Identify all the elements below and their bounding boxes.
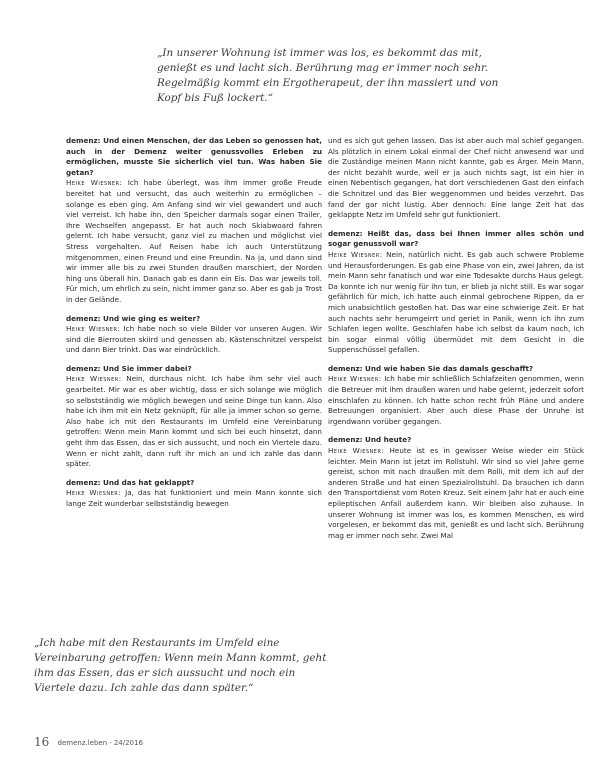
speaker-name: Heike Wiesner: [328, 374, 382, 384]
interview-answer [328, 250, 584, 356]
interview-question: demenz: Heißt das, dass bei Ihnen immer alles schön und sogar genussvoll war? [328, 228, 584, 249]
answer-text: Ich habe mir schließlich Schlafzeiten genommen, wenn die Betreuer mit ihm draußen waren und habe gelernt, jederzeit sofort einschlafen zu können. Ich hatte schon recht früh Pläne und andere Betreuungen organisiert. Aber auch diese Phase der Unruhe ist irgendwann vorüber gegangen. [328, 374, 584, 426]
speaker-name: Heike Wiesner: [328, 446, 385, 456]
answer-text: Nein, natürlich nicht. Es gab auch schwere Probleme und Herausforderungen. Es gab eine Phase von ein, zwei Jahren, da ist mein Mann sehr fanatisch und war eine Todesakte durchs Haus gelegt. Da konnte ich nur wenig für ihn tun, er blieb ja nicht still. Es war sogar gefährlich für mich, ich hatte auch einmal gebrochene Rippen, da er mich unabsichtlich gestoßen hat. Das war eine schwierige Zeit. Er hat auch nachts sehr herumgeirrt und geriet in Panik, wenn ich ihn zum Schlafen legen wollte. Geschlafen habe ich selbst da kaum noch, ich bin sogar einmal völlig übermüdet mit dem Gesicht in die Suppenschüssel gefallen. [328, 249, 584, 355]
interview-block [66, 314, 322, 356]
text-column-left [66, 136, 322, 518]
speaker-name: Heike Wiesner: [66, 324, 121, 334]
speaker-name: Heike Wiesner: [66, 374, 122, 384]
interview-answer [66, 324, 322, 356]
interview-answer [328, 446, 584, 541]
pull-quote-bottom: „Ich habe mit den Restaurants im Umfeld eine Vereinbarung getroffen: Wenn mein Mann kommt, geht ihm das Essen, das er sich aussucht und noch ein Viertele dazu. Ich zahle das dann später.“ [34, 637, 327, 694]
interview-block [328, 435, 584, 541]
interview-answer [66, 374, 322, 469]
text-column-right [328, 136, 584, 549]
interview-question: demenz: Und das hat geklappt? [66, 477, 195, 487]
interview-block [66, 136, 322, 306]
interview-question: demenz: Und einen Menschen, der das Leben so genossen hat, auch in der Demenz weiter genussvolles Erleben zu ermöglichen, musste Sie sicherlich viel tun. Was haben Sie getan? [66, 136, 322, 177]
speaker-name: Heike Wiesner: [328, 249, 383, 259]
interview-answer [66, 178, 322, 305]
interview-answer [66, 488, 322, 509]
answer-text: Ich habe überlegt, was ihm immer große Freude bereitet hat und versucht, das auch weiterhin zu ermöglichen – solange es eben ging. Am Anfang sind wir viel gewandert und auch viel verreist. Ich habe ihn, den Speicher darmals sogar einen Trailer, Ihre Wechselfen angepasst. Er hat auch noch Skiabwoard fahren gelernt. Ich habe versucht, ganz viel zu machen und möglichst viel Stress vorgehalten. Auf Reisen habe ich auch Unterstützung mitgenommen, einen Freund und eine Freundin. Na ja, und dann sind wir immer alle bis zu zwei Stunden draußen marschiert, der Norden hing uns überall hin. Danach gab es dann ein Eis. Das war jeweils toll. Für mich, um ehrlich zu sein, nicht immer ganz so. Aber es gab ja Trost in der Gelände. [66, 178, 322, 304]
speaker-name: Heike Wiesner: [66, 488, 122, 498]
page-number: 16 [34, 735, 50, 749]
interview-question: demenz: Und wie haben Sie das damals geschafft? [328, 363, 534, 373]
interview-block [328, 364, 584, 428]
interview-question: demenz: Und wie ging es weiter? [66, 313, 201, 323]
interview-question: demenz: Und heute? [328, 435, 412, 445]
pull-quote-top: „In unserer Wohnung ist immer was los, es bekommt das mit, genießt es und lacht sich. Berührung mag er immer noch sehr. Regelmäßig kommt ein Ergotherapeut, der ihn massiert und von Kopf bis Fuß lockert.“ [157, 47, 499, 104]
publication-name: demenz.leben · 24/2016 [57, 739, 143, 747]
answer-text: Heute ist es in gewisser Weise wieder ein Stück leichter. Mein Mann ist jetzt im Rollstuhl. Wir sind so viel Jahre gerne gereist, schon mit nach draußen mit dem Rolli, mit dem ich auf der anderen Straße und hat einen Spezialrollstuhl. Da brauchen ich dann den Transportdienst vom Roten Kreuz. Seit einem Jahr hat er auch eine epileptischen Anfall außerdem kann. Wir bleiben also zuhause. In unserer Wohnung ist immer was los, es kommen Menschen, es wird vorgelesen, er bekommt das mit, genießt es und lacht sich. Berührung mag er immer noch sehr. Zwei Mal [328, 446, 584, 540]
interview-block [66, 478, 322, 510]
speaker-name: Heike Wiesner: [66, 178, 123, 188]
interview-block [328, 229, 584, 356]
answer-text: Nein, durchaus nicht. Ich habe ihm sehr viel auch gearbeitet. Mir war es aber wichtig, dass er sich solange wie möglich so selbstständig wie möglich bewegen und seine Dinge tun kann. Also habe ich ihm mit ein Netz geknüpft, für alle ja immer schon so gerne. Also habe ich mit den Restaurants im Umfeld eine Vereinbarung getroffen: Wenn mein Mann kommt und sich bei euch hinsetzt, dann geht ihm das Essen, das er sich aussucht, und noch ein Viertele dazu. Wenn er nicht zahlt, dann ruft ihr mich an und ich zahle das dann später. [66, 374, 322, 469]
answer-text: Ja, das hat funktioniert und mein Mann konnte sich lange Zeit wunderbar selbstständig bewegen [66, 488, 322, 508]
interview-answer [328, 374, 584, 427]
page-footer [34, 735, 143, 749]
answer-text: Ich habe noch so viele Bilder vor unseren Augen. Wir sind die Bierrouten skiird und genossen ab. Kästenschnitzel verspeist und dann Bier trinkt. Das war eindrücklich. [66, 324, 322, 355]
answer-continuation: und es sich gut gehen lassen. Das ist aber auch mal schief gegangen. Als plötzlich in einem Lokal einmal der Chef nicht anwesend war und die Zuständige meinen Mann nicht kannte, gab es Ärger. Mein Mann, der nicht bezahlt wurde, weil er ja auch nichts sagt, ist ein hier in einen Nebentisch gegangen, hat dort verschiedenen Gast den einfach die Schnitzel und das Bier weggenommen und beides verzehrt. Das fand der gar nicht lustig. Aber dennoch: Eine lange Zeit hat das geklappte Netz im Umfeld sehr gut funktioniert. [328, 136, 584, 220]
interview-block [66, 364, 322, 470]
interview-question: demenz: Und Sie immer dabei? [66, 363, 192, 373]
